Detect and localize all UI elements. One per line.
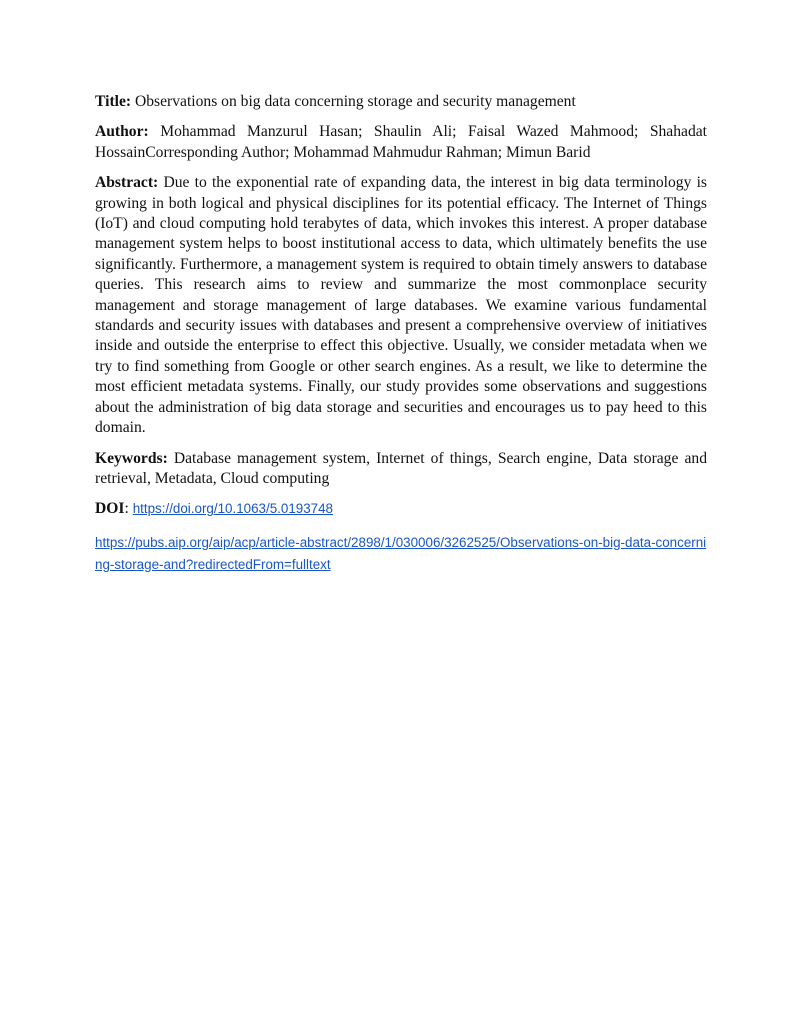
doi-label: DOI (95, 500, 125, 518)
article-url-link[interactable]: https://pubs.aip.org/aip/acp/article-abstract/2898/1/030006/3262525/Observations-on-big-data-concerning-storage-and?redirectedFrom=fulltext (95, 534, 707, 572)
keywords-label: Keywords: (95, 449, 168, 467)
abstract-label: Abstract: (95, 174, 159, 192)
title-paragraph (95, 92, 707, 112)
keywords-paragraph (95, 449, 707, 490)
title-text: Observations on big data concerning storage and security management (135, 93, 576, 110)
doi-link[interactable]: https://doi.org/10.1063/5.0193748 (132, 501, 333, 517)
author-label: Author: (95, 123, 149, 141)
abstract-text: Due to the exponential rate of expanding data, the interest in big data terminology is growing in both logical and physical disciplines for its potential efficacy. The Internet of Things (IoT) and cloud computing hold terabytes of data, which invokes this interest. A proper database management system helps to boost institutional access to data, which ultimately benefits the use significantly. Furthermore, a management system is required to obtain timely answers to database queries. This research aims to review and summarize the most commonplace security management and storage management of large databases. We examine various fundamental standards and security issues with databases and present a comprehensive overview of initiatives inside and outside the enterprise to effect this objective. Usually, we consider metadata when we try to find something from Google or other search engines. As a result, we like to determine the most efficient metadata systems. Finally, our study provides some observations and suggestions about the administration of big data storage and securities and encourages us to pay heed to this domain. (95, 174, 707, 437)
document-page (95, 92, 707, 576)
article-url-paragraph (95, 532, 707, 576)
author-paragraph (95, 122, 707, 163)
title-label: Title: (95, 93, 132, 110)
author-text: Mohammad Manzurul Hasan; Shaulin Ali; Faisal Wazed Mahmood; Shahadat HossainCorresponding Author; Mohammad Mahmudur Rahman; Mimun Barid (95, 123, 707, 161)
doi-paragraph (95, 499, 707, 519)
doi-separator: : (124, 500, 129, 518)
keywords-text: Database management system, Internet of things, Search engine, Data storage and retrieval, Metadata, Cloud computing (95, 449, 707, 487)
abstract-paragraph (95, 173, 707, 438)
